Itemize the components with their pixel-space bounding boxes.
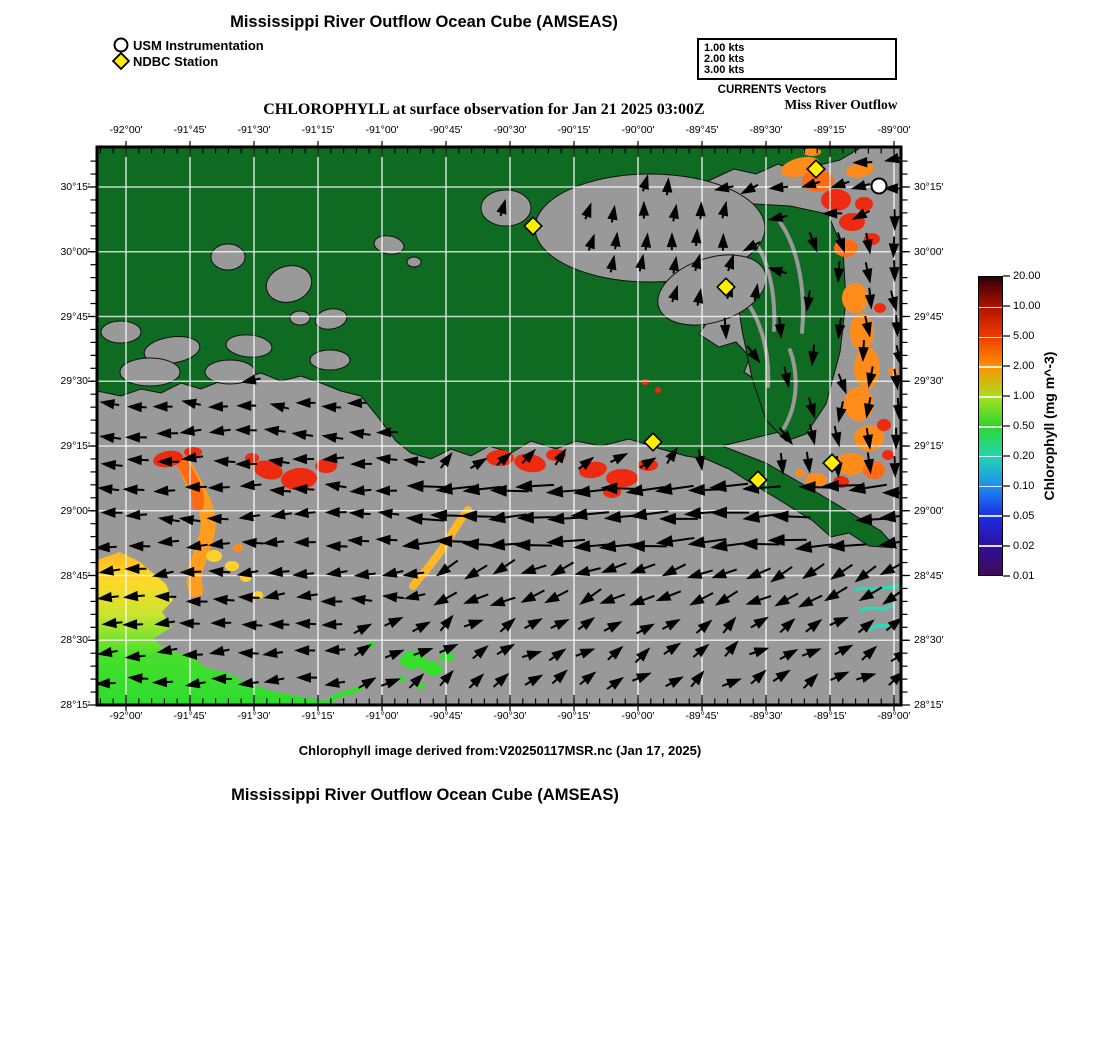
x-axis-label-top: -90°30': [493, 124, 527, 136]
colorbar-tick-label: 0.01: [1013, 570, 1035, 582]
colorbar-tick-line: [979, 545, 1002, 547]
chlorophyll-patch: [855, 197, 873, 211]
outflow-label: Miss River Outflow: [784, 97, 898, 112]
chlorophyll-patch: [888, 368, 898, 376]
y-axis-label-left: 28°30': [60, 634, 90, 647]
x-axis-label-bottom: -91°45': [173, 710, 207, 722]
colorbar-tick-label: 0.05: [1013, 510, 1035, 522]
y-axis-label-right: 29°00': [914, 504, 944, 517]
x-axis-label-bottom: -91°15': [301, 710, 335, 722]
y-axis-label-right: 29°45': [914, 310, 944, 323]
colorbar-tick-label: 0.10: [1013, 480, 1035, 492]
lake: [407, 257, 421, 267]
colorbar-tick-label: 20.00: [1013, 270, 1041, 282]
colorbar-tick-label: 0.20: [1013, 450, 1035, 462]
colorbar-tick-label: 0.02: [1013, 540, 1035, 552]
colorbar-tick-label: 5.00: [1013, 330, 1035, 342]
chlorophyll-patch: [821, 189, 851, 211]
colorbar-tick-label: 1.00: [1013, 390, 1035, 402]
y-axis-label-left: 28°15': [60, 699, 90, 711]
y-axis-label-right: 29°15': [914, 440, 944, 452]
currents-legend-row-2: 2.00 kts: [704, 53, 745, 65]
chlorophyll-patch: [233, 544, 243, 552]
x-axis-label-top: -91°00': [365, 124, 399, 136]
colorbar-tick-label: 2.00: [1013, 360, 1035, 372]
colorbar: [978, 276, 1003, 576]
x-axis-label-top: -89°00': [877, 124, 911, 136]
y-axis-label-left: 29°45': [60, 310, 90, 323]
lake: [211, 244, 245, 270]
plot-subtitle: CHLOROPHYLL at surface observation for Jan 21 2025 03:00Z: [263, 101, 705, 118]
x-axis-label-bottom: -89°15': [813, 710, 847, 722]
x-axis-label-bottom: -91°00': [365, 710, 399, 722]
colorbar-tick-line: [979, 456, 1002, 458]
y-axis-label-right: 28°15': [914, 699, 944, 711]
y-axis-label-right: 29°30': [914, 375, 944, 388]
x-axis-label-bottom: -91°30': [237, 710, 271, 722]
x-axis-label-top: -90°45': [429, 124, 463, 136]
lake: [310, 350, 350, 370]
x-axis-label-bottom: -89°30': [749, 710, 783, 722]
chlorophyll-patch: [606, 469, 638, 487]
y-axis-label-left: 29°15': [60, 440, 90, 452]
chlorophyll-patch: [854, 347, 880, 389]
x-axis-label-top: -89°30': [749, 124, 783, 136]
y-axis-label-left: 28°45': [60, 569, 90, 582]
chlorophyll-patch: [877, 419, 891, 431]
colorbar-tick-line: [979, 486, 1002, 488]
colorbar-tick-line: [979, 426, 1002, 428]
chlorophyll-patch: [882, 450, 894, 460]
colorbar-tick-line: [979, 337, 1002, 339]
y-axis-label-left: 30°00': [60, 245, 90, 258]
currents-legend-row-1: 1.00 kts: [704, 42, 745, 54]
x-axis-label-bottom: -92°00': [109, 710, 143, 722]
y-axis-label-right: 30°00': [914, 245, 944, 258]
x-axis-label-top: -90°15': [557, 124, 591, 136]
chlorophyll-patch: [842, 283, 868, 313]
x-axis-label-top: -91°15': [301, 124, 335, 136]
y-axis-label-left: 30°15': [60, 181, 90, 193]
legend-label-usm: USM Instrumentation: [133, 38, 264, 53]
usm-legend-icon: [115, 39, 128, 52]
x-axis-label-bottom: -89°45': [685, 710, 719, 722]
x-axis-label-bottom: -89°00': [877, 710, 911, 722]
lake: [101, 321, 141, 343]
x-axis-label-bottom: -90°30': [493, 710, 527, 722]
chlorophyll-patch: [225, 561, 239, 571]
derived-from-caption: Chlorophyll image derived from:V20250117MSR.nc (Jan 17, 2025): [298, 743, 702, 758]
legend-label-ndbc: NDBC Station: [133, 54, 219, 69]
x-axis-label-top: -91°45': [173, 124, 207, 136]
usm-instrumentation-marker: [872, 179, 887, 194]
chlorophyll-patch: [655, 387, 661, 393]
y-axis-label-left: 29°00': [60, 504, 90, 517]
x-axis-label-top: -91°30': [237, 124, 271, 136]
x-axis-label-top: -90°00': [621, 124, 655, 136]
colorbar-tick-line: [979, 307, 1002, 309]
colorbar-tick-line: [979, 515, 1002, 517]
chlorophyll-patch: [795, 469, 805, 477]
x-axis-label-bottom: -90°15': [557, 710, 591, 722]
y-axis-label-right: 28°30': [914, 634, 944, 647]
map-graphics: [94, 147, 920, 705]
chlorophyll-patch: [803, 148, 821, 156]
colorbar-tick-line: [979, 366, 1002, 368]
lake: [290, 311, 310, 325]
bottom-title: Mississippi River Outflow Ocean Cube (AMSEAS): [231, 786, 619, 804]
y-axis-label-left: 29°30': [60, 375, 90, 388]
chlorophyll-patch: [874, 303, 886, 313]
x-axis-label-bottom: -90°00': [621, 710, 655, 722]
chlorophyll-patch: [206, 550, 222, 562]
figure-title: Mississippi River Outflow Ocean Cube (AMSEAS): [230, 13, 618, 31]
x-axis-label-top: -89°45': [685, 124, 719, 136]
colorbar-tick-line: [979, 396, 1002, 398]
colorbar-axis-label: Chlorophyll (mg m^-3): [1041, 351, 1057, 501]
colorbar-tick-label: 0.50: [1013, 420, 1035, 432]
x-axis-label-bottom: -90°45': [429, 710, 463, 722]
x-axis-label-top: -89°15': [813, 124, 847, 136]
currents-legend-box: [697, 38, 897, 80]
currents-legend-row-3: 3.00 kts: [704, 64, 745, 76]
colorbar-tick-label: 10.00: [1013, 300, 1041, 312]
y-axis-label-right: 28°45': [914, 569, 944, 582]
y-axis-label-right: 30°15': [914, 181, 944, 193]
x-axis-label-top: -92°00': [109, 124, 143, 136]
currents-legend-caption: CURRENTS Vectors: [717, 84, 827, 96]
ndbc-legend-icon: [113, 53, 129, 69]
